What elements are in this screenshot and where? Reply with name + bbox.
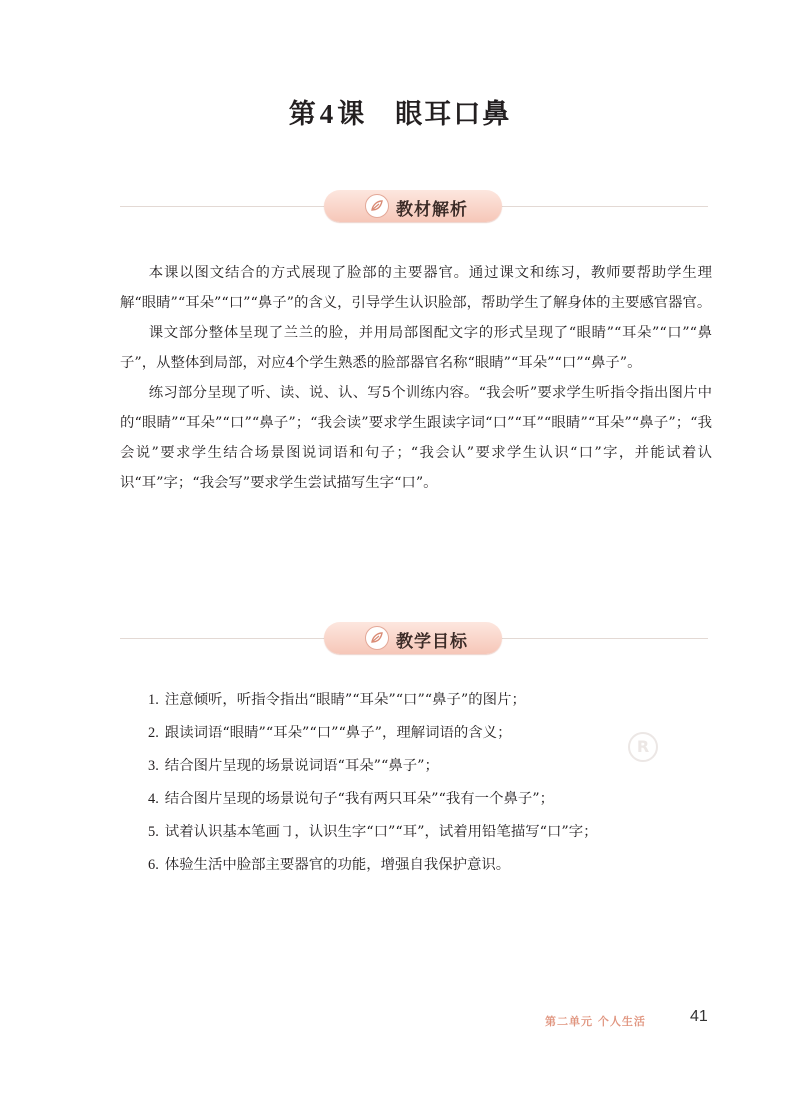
paragraph: 练习部分呈现了听、读、说、认、写5个训练内容。“我会听”要求学生听指令指出图片中的“眼睛”“耳朵”“口”“鼻子”；“我会读”要求学生跟读字词“口”“耳”“眼睛”“耳朵”“鼻子”；“我会说”要求学生结合场景图说词语和句子；“我会认”要求学生认识“口”字，并能试着认识“耳”字；“我会写”要求学生尝试描写生字“口”。 [120, 385, 712, 491]
lesson-title [0, 92, 800, 131]
leaf-icon [365, 626, 389, 650]
list-item: 6. 体验生活中脸部主要器官的功能，增强自我保护意识。 [148, 857, 511, 873]
section-header-analysis [120, 190, 708, 222]
title-number: 4 [319, 99, 336, 129]
page-number: 41 [690, 1008, 708, 1025]
registered-mark-icon: R [628, 732, 658, 762]
analysis-body [120, 258, 712, 498]
section-header-goals [120, 622, 708, 654]
section-heading: 教学目标 [396, 632, 468, 652]
goals-list [148, 684, 708, 882]
list-item: 3. 结合图片呈现的场景说词语“耳朵”“鼻子”； [148, 758, 439, 774]
section-heading: 教材解析 [396, 200, 468, 220]
list-item: 2. 跟读词语“眼睛”“耳朵”“口”“鼻子”，理解词语的含义； [148, 725, 512, 741]
list-item: 1. 注意倾听，听指令指出“眼睛”“耳朵”“口”“鼻子”的图片； [148, 692, 526, 708]
list-item: 5. 试着认识基本笔画㇆，认识生字“口”“耳”，试着用铅笔描写“口”字； [148, 824, 598, 840]
footer-unit-label: 第二单元 个人生活 [545, 1015, 646, 1028]
list-item: 4. 结合图片呈现的场景说句子“我有两只耳朵”“我有一个鼻子”； [148, 791, 554, 807]
title-prefix: 第 [288, 99, 318, 130]
section-pill [324, 190, 502, 222]
paragraph: 课文部分整体呈现了兰兰的脸，并用局部图配文字的形式呈现了“眼睛”“耳朵”“口”“鼻子”，从整体到局部，对应4个学生熟悉的脸部器官名称“眼睛”“耳朵”“口”“鼻子”。 [120, 325, 712, 371]
paragraph: 本课以图文结合的方式展现了脸部的主要器官。通过课文和练习，教师要帮助学生理解“眼睛”“耳朵”“口”“鼻子”的含义，引导学生认识脸部，帮助学生了解身体的主要感官器官。 [120, 265, 712, 311]
section-pill [324, 622, 502, 654]
title-name: 眼耳口鼻 [395, 99, 512, 130]
leaf-icon [365, 194, 389, 218]
title-suffix: 课 [337, 99, 367, 130]
